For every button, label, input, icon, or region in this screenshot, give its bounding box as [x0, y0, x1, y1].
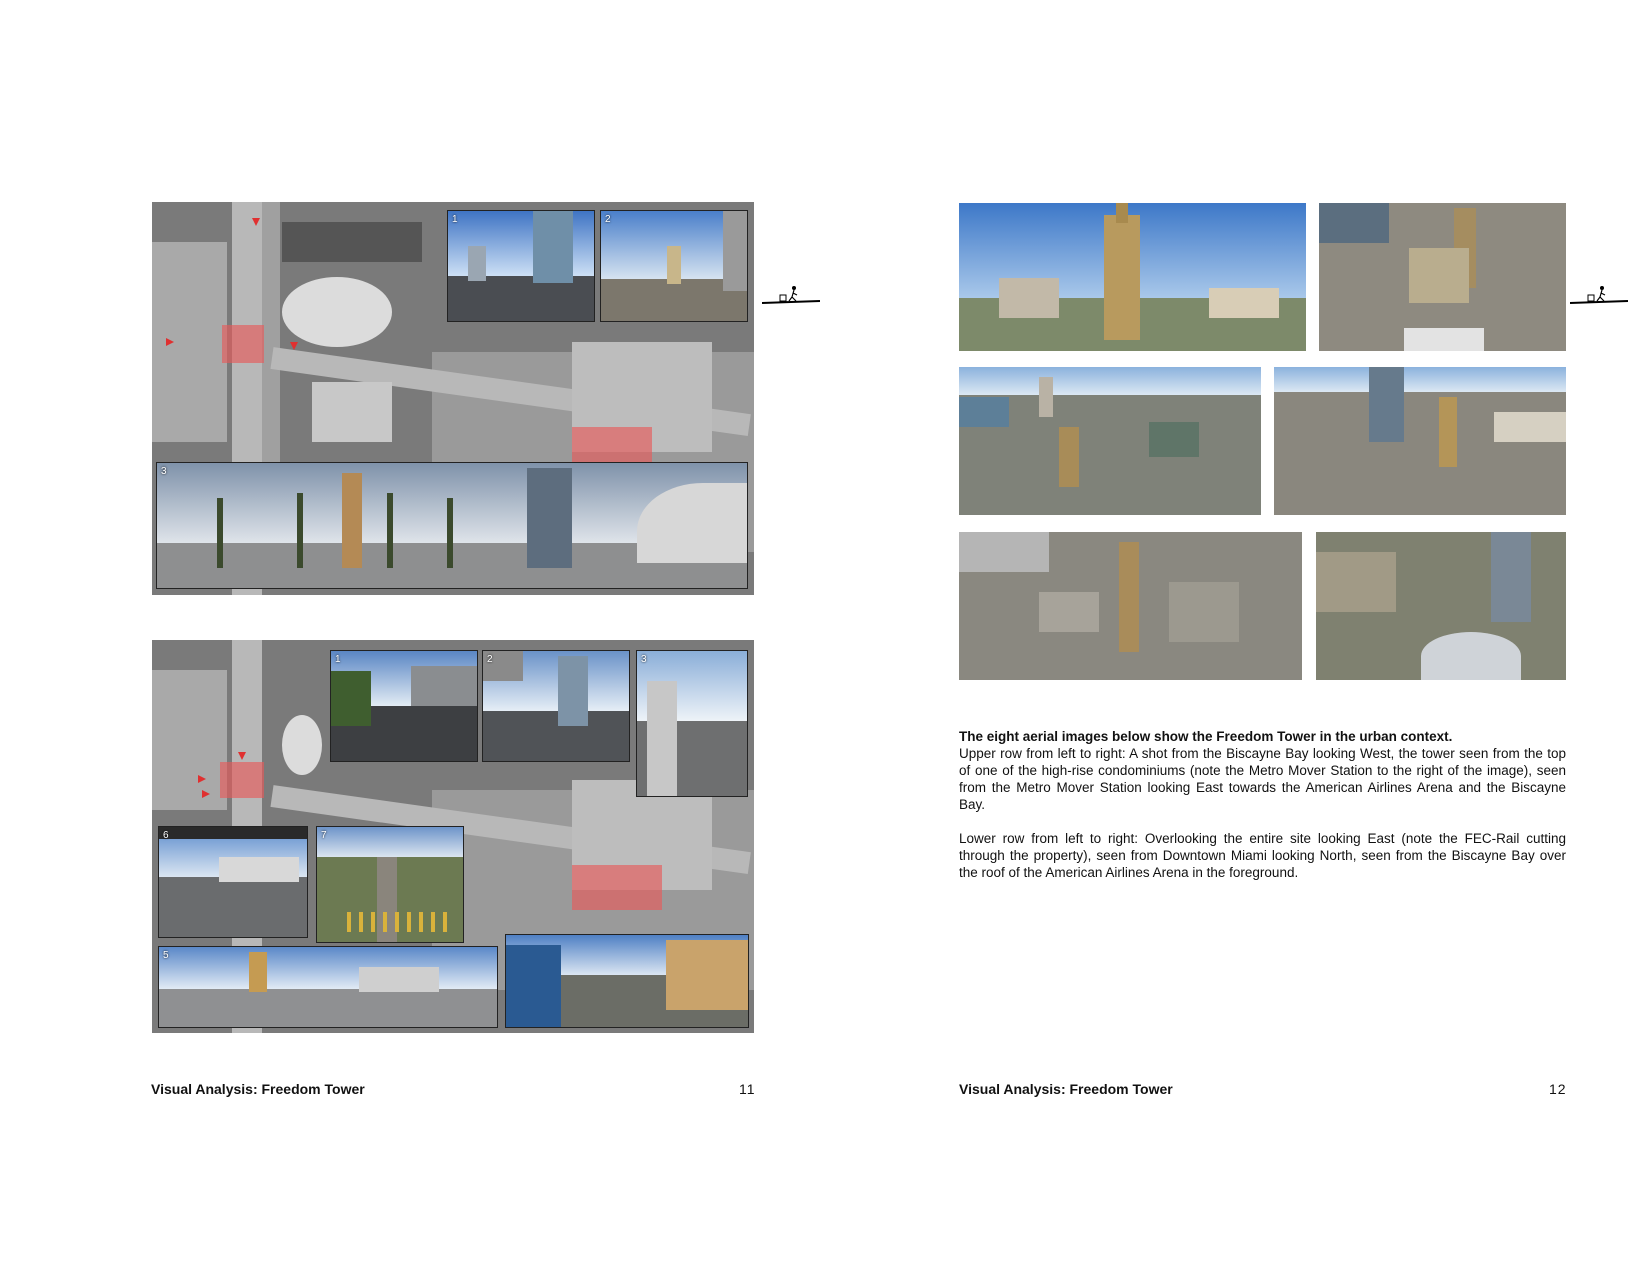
- photo-number-label: 2: [487, 654, 493, 665]
- aerial-image-metromover-east: [959, 367, 1261, 515]
- aerial-image-biscayne-west: [959, 203, 1306, 351]
- bottom-photo-3: [636, 650, 748, 797]
- photo-number-label: 1: [452, 214, 458, 225]
- bottom-photo-7: [316, 826, 464, 943]
- aerial-image-condo-view: [1319, 203, 1566, 351]
- description-heading: The eight aerial images below show the Freedom Tower in the urban context.: [959, 729, 1453, 744]
- left-page-number: 11: [739, 1081, 756, 1097]
- scale-figure-icon: [762, 283, 820, 305]
- bottom-panorama-train: [505, 934, 749, 1028]
- top-panorama-3: [156, 462, 748, 589]
- right-footer-title: Visual Analysis: Freedom Tower: [959, 1081, 1173, 1097]
- bottom-photo-2: [482, 650, 630, 762]
- photo-number-label: 7: [321, 830, 327, 841]
- aerial-image-site-east: [959, 532, 1302, 680]
- photo-number-label: 3: [161, 466, 167, 477]
- photo-number-label: 5: [163, 950, 169, 961]
- photo-number-label: 6: [163, 830, 169, 841]
- description-paragraph-lower-row: Lower row from left to right: Overlooking the entire site looking East (note the FEC-Rail cutting through the property), seen from Downtown Miami looking North, seen from the Biscayne Bay over the roof of the American Airlines Arena in the foreground.: [959, 831, 1566, 880]
- photo-number-label: 1: [335, 654, 341, 665]
- aerial-image-downtown-north: [1316, 532, 1566, 680]
- aerial-image-arena-bay: [1274, 367, 1566, 515]
- top-photo-2: [600, 210, 748, 322]
- aerial-description: [959, 728, 1566, 881]
- bottom-photo-6: [158, 826, 308, 938]
- photo-number-label: 2: [605, 214, 611, 225]
- bottom-panorama-5: [158, 946, 498, 1028]
- left-footer-title: Visual Analysis: Freedom Tower: [151, 1081, 365, 1097]
- description-paragraph-upper-row: Upper row from left to right: A shot from the Biscayne Bay looking West, the tower seen from the top of one of the high-rise condominiums (note the Metro Mover Station to the right of the image), seen from the Metro Mover Station looking East towards the American Airlines Arena and the Biscayne Bay.: [959, 746, 1566, 812]
- top-photo-1: [447, 210, 595, 322]
- scale-figure-icon: [1570, 283, 1628, 305]
- photo-number-label: 3: [641, 654, 647, 665]
- right-page-number: 12: [1549, 1081, 1567, 1097]
- bottom-photo-1: [330, 650, 478, 762]
